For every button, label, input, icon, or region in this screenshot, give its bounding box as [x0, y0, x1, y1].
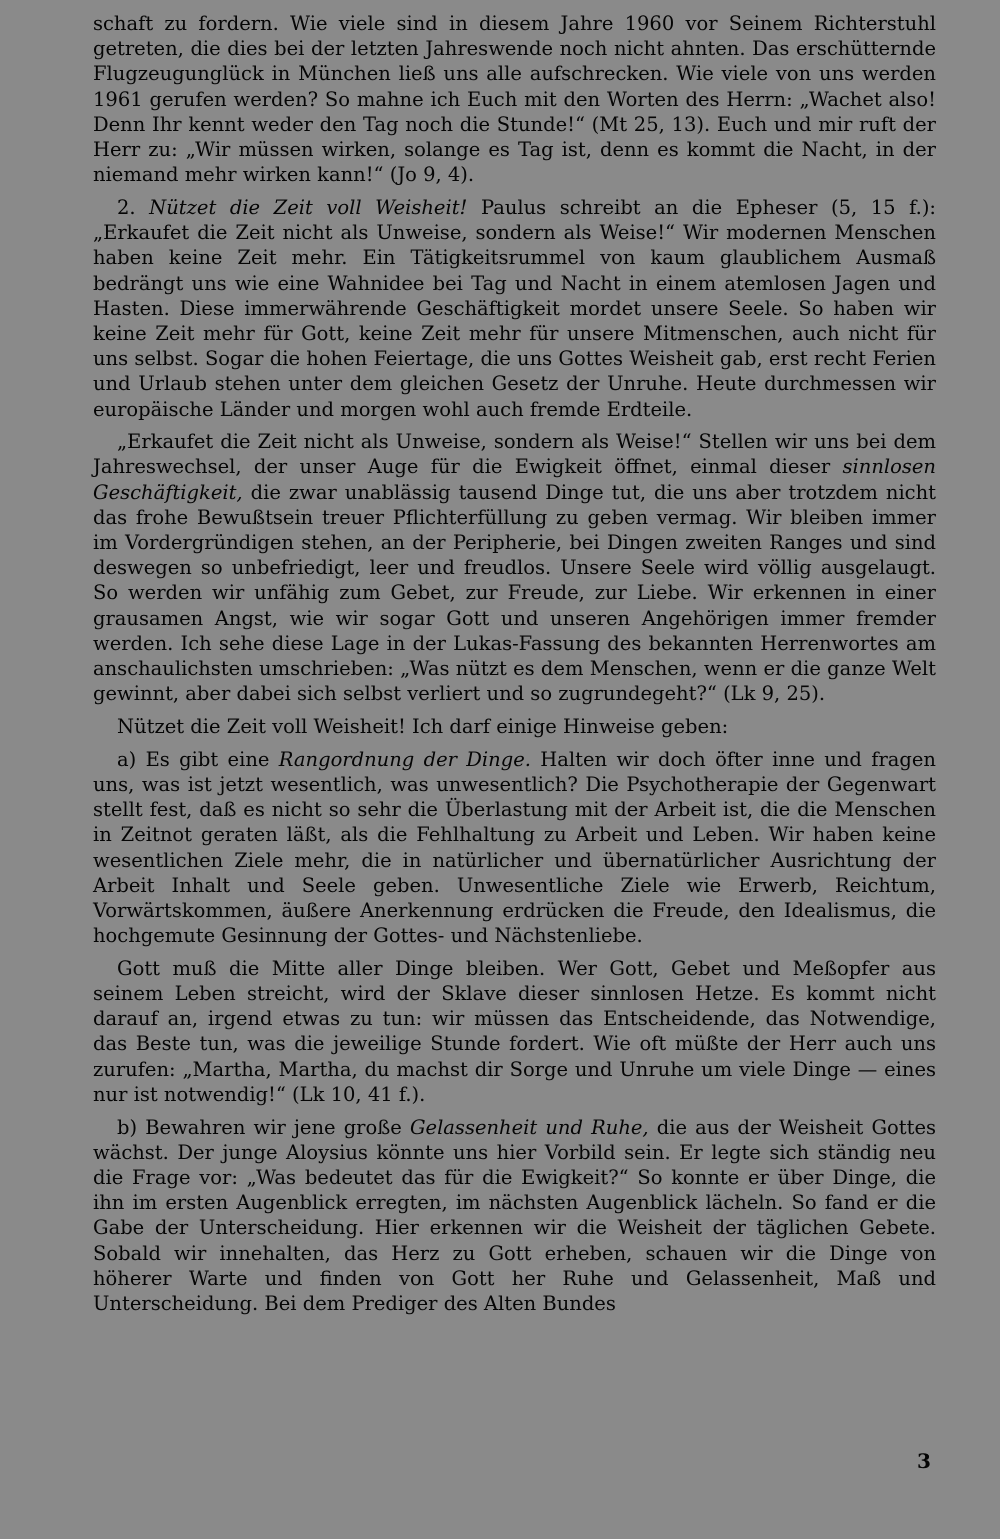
paragraph	[93, 956, 936, 1107]
text-run: Gott muß die Mitte aller Dinge bleiben. Wer Gott, Gebet und Meßopfer aus seinem Leben streicht, wird der Sklave dieser sinnlosen Hetze. Es kommt nicht darauf an, irgend etwas zu tun: wir müssen das Entscheidende, das Notwendige, das Beste tun, was die jeweilige Stunde fordert. Wie oft müßte der Herr auch uns zurufen: „Martha, Martha, du machst dir Sorge und Unruhe um viele Dinge — eines nur ist notwendig!“ (Lk 10, 41 f.).	[93, 956, 936, 1106]
text-run: Paulus schreibt an die Epheser (5, 15 f.): „Erkaufet die Zeit nicht als Unweise, sondern als Weise!“ Wir modernen Menschen haben keine Zeit mehr. Ein Tätigkeitsrummel von kaum glaublichem Ausmaß bedrängt uns wie eine Wahnidee bei Tag und Nacht in einem atemlosen Jagen und Hasten. Diese immerwährende Geschäftigkeit mordet unsere Seele. So haben wir keine Zeit mehr für Gott, keine Zeit mehr für unsere Mitmenschen, auch nicht für uns selbst. Sogar die hohen Feiertage, die uns Gottes Weisheit gab, erst recht Ferien und Urlaub stehen unter dem gleichen Gesetz der Unruhe. Heute durchmessen wir europäische Länder und morgen wohl auch fremde Erdteile.	[93, 195, 937, 421]
text-run: Halten wir doch öfter inne und fragen uns, was ist jetzt wesentlich, was unwesentlich? Die Psychotherapie der Gegenwart stellt fest, daß es nicht so sehr die Überlastung mit der Arbeit ist, die die Menschen in Zeitnot geraten läßt, als die Fehlhaltung zu Arbeit und Leben. Wir haben keine wesentlichen Ziele mehr, die in natürlicher und übernatürlicher Ausrichtung der Arbeit Inhalt und Seele geben. Unwesentliche Ziele wie Erwerb, Reichtum, Vorwärtskommen, äußere Anerkennung erdrücken die Freude, den Idealismus, die hochgemute Gesinnung der Gottes- und Nächstenliebe.	[93, 747, 936, 948]
text-run: a) Es gibt eine	[117, 747, 279, 771]
paragraph	[93, 195, 936, 422]
emphasized-text: sinnlosen Geschäftigkeit,	[93, 455, 936, 504]
text-run: Nützet die Zeit voll Weisheit! Ich darf einige Hinweise geben:	[117, 714, 729, 738]
text-run: schaft zu fordern. Wie viele sind in diesem Jahre 1960 vor Seinem Richterstuhl getreten, die dies bei der letzten Jahreswende noch nicht ahnten. Das erschütternde Flugzeugunglück in München ließ uns alle aufschrecken. Wie viele von uns werden 1961 gerufen werden? So mahne ich Euch mit den Worten des Herrn: „Wachet also! Denn Ihr kennt weder den Tag noch die Stunde!“ (Mt 25, 13). Euch und mir ruft der Herr zu: „Wir müssen wirken, solange es Tag ist, denn es kommt die Nacht, in der niemand mehr wirken kann!“ (Jo 9, 4).	[93, 12, 936, 187]
emphasized-text: Gelassenheit und Ruhe,	[409, 1115, 649, 1139]
text-run: die aus der Weisheit Gottes wächst. Der junge Aloysius könnte uns hier Vorbild sein. Er legte sich ständig neu die Frage vor: „Was bedeutet das für die Ewigkeit?“ So konnte er über Dinge, die ihn im ersten Augenblick erregten, im nächsten Augenblick lächeln. So fand er die Gabe der Unterscheidung. Hier erkennen wir die Weisheit der täglichen Gebete. Sobald wir innehalten, das Herz zu Gott erheben, schauen wir die Dinge von höherer Warte und finden von Gott her Ruhe und Gelassenheit, Maß und Unterscheidung. Bei dem Prediger des Alten Bundes	[93, 1115, 937, 1315]
text-run: „Erkaufet die Zeit nicht als Unweise, sondern als Weise!“ Stellen wir uns bei dem Jahreswechsel, der unser Auge für die Ewigkeit öffnet, einmal dieser	[93, 430, 936, 479]
paragraph	[93, 1115, 936, 1317]
paragraph	[93, 747, 936, 949]
text-run: b) Bewahren wir jene große	[117, 1115, 410, 1139]
text-run: 2.	[117, 195, 150, 219]
paragraph	[93, 11, 936, 187]
paragraph	[93, 714, 936, 739]
paragraph	[93, 429, 936, 706]
page-number: 3	[917, 1449, 931, 1473]
text-run: die zwar unablässig tausend Dinge tut, die uns aber trotzdem nicht das frohe Bewußtsein treuer Pflichterfüllung zu geben vermag. Wir bleiben immer im Vordergründigen stehen, an der Peripherie, bei Dingen zweiten Ranges und sind deswegen so unbefriedigt, leer und freudlos. Unsere Seele wird völlig ausgelaugt. So werden wir unfähig zum Gebet, zur Freude, zur Liebe. Wir erkennen in einer grausamen Angst, wie wir sogar Gott und unseren Angehörigen immer fremder werden. Ich sehe diese Lage in der Lukas-Fassung des bekannten Herrenwortes am anschaulichsten umschrieben: „Was nützt es dem Menschen, wenn er die ganze Welt gewinnt, aber dabei sich selbst verliert und so zugrundegeht?“ (Lk 9, 25).	[93, 480, 936, 706]
emphasized-text: Nützet die Zeit voll Weisheit!	[149, 195, 468, 219]
body-text	[93, 11, 936, 1324]
emphasized-text: Rangordnung der Dinge.	[278, 747, 531, 771]
